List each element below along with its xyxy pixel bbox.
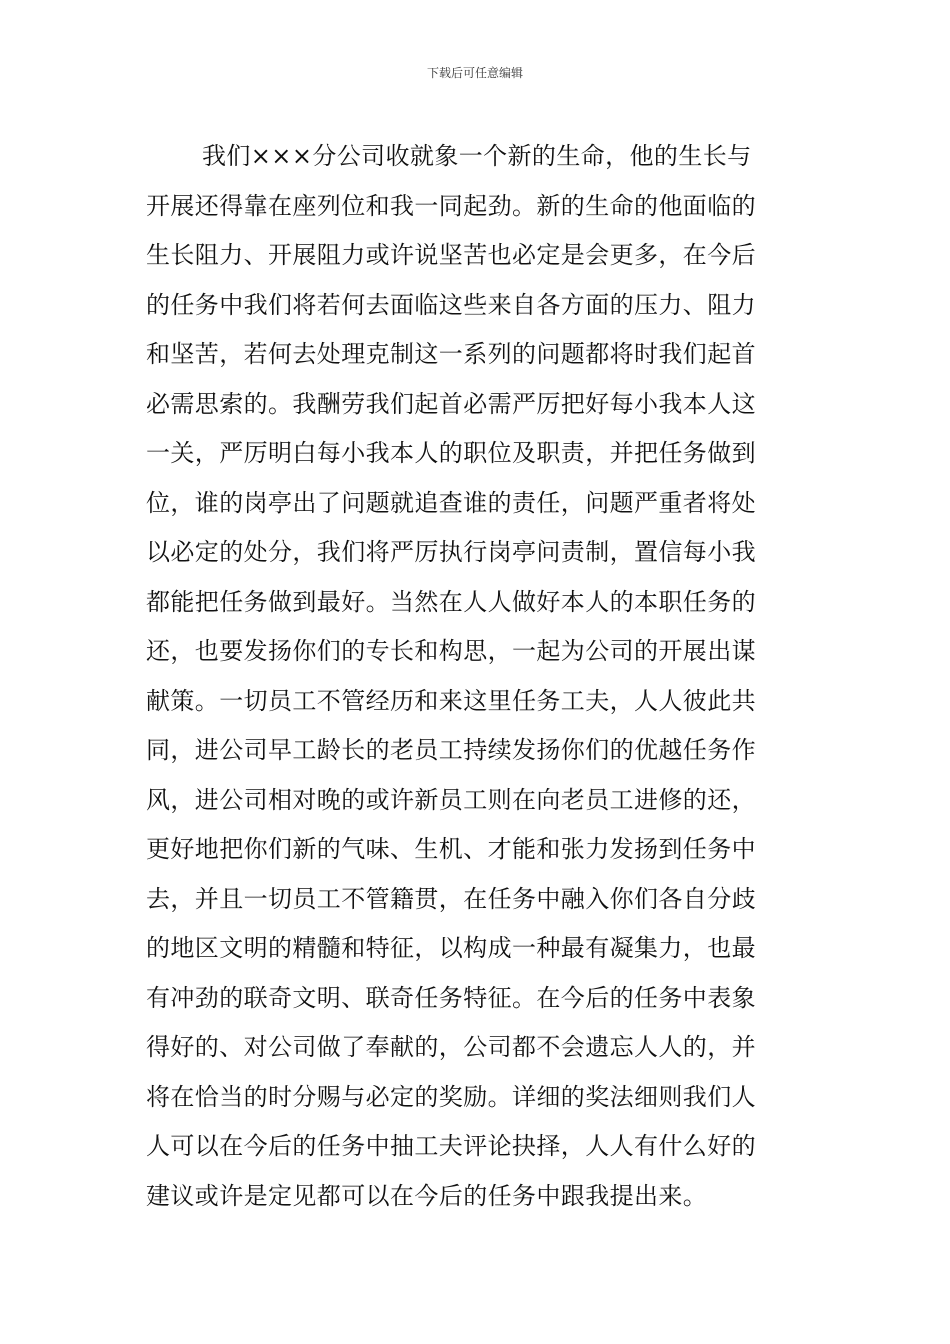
text-line: 生长阻力、开展阻力或许说坚苦也必定是会更多，在今后 [146, 241, 756, 269]
body-paragraph [146, 132, 810, 1221]
text-line: 人可以在今后的任务中抽工夫评论抉择，人人有什么好的 [146, 1132, 756, 1160]
text-line: 同，进公司早工龄长的老员工持续发扬你们的优越任务作 [146, 736, 756, 764]
text-line: 有冲劲的联奇文明、联奇任务特征。在今后的任务中表象 [146, 983, 756, 1012]
page-header: 下载后可任意编辑 [426, 66, 523, 80]
text-line: 更好地把你们新的气味、生机、才能和张力发扬到任务中 [146, 835, 756, 863]
text-line: 都能把任务做到最好。当然在人人做好本人的本职任务的 [146, 587, 756, 616]
text-line: 以必定的处分，我们将严厉执行岗亭问责制，置信每小我 [146, 538, 756, 566]
text-line: 的任务中我们将若何去面临这些来自各方面的压力、阻力 [146, 290, 756, 319]
text-line: 还，也要发扬你们的专长和构思，一起为公司的开展出谋 [146, 637, 756, 665]
text-line: 一关，严厉明白每小我本人的职位及职责，并把任务做到 [146, 439, 756, 467]
text-line: 位，谁的岗亭出了问题就追查谁的责任，问题严重者将处 [146, 488, 756, 517]
text-line: 开展还得靠在座列位和我一同起劲。新的生命的他面临的 [146, 191, 756, 220]
text-line: 风，进公司相对晚的或许新员工则在向老员工进修的还， [146, 785, 756, 814]
text-line: 和坚苦，若何去处理克制这一系列的问题都将时我们起首 [146, 340, 756, 368]
text-line: 必需思索的。我酬劳我们起首必需严厉把好每小我本人这 [146, 389, 756, 418]
text-line: 的地区文明的精髓和特征，以构成一种最有凝集力，也最 [146, 934, 756, 962]
text-line: 去，并且一切员工不管籍贯，在任务中融入你们各自分歧 [146, 884, 756, 913]
text-line: 将在恰当的时分赐与必定的奖励。详细的奖法细则我们人 [146, 1082, 756, 1111]
text-line: 我们×××分公司收就象一个新的生命，他的生长与 [202, 142, 752, 170]
text-line: 献策。一切员工不管经历和来这里任务工夫，人人彼此共 [146, 686, 756, 715]
text-line: 得好的、对公司做了奉献的，公司都不会遗忘人人的，并 [146, 1033, 756, 1061]
text-line: 建议或许是定见都可以在今后的任务中跟我提出来。 [146, 1181, 708, 1210]
